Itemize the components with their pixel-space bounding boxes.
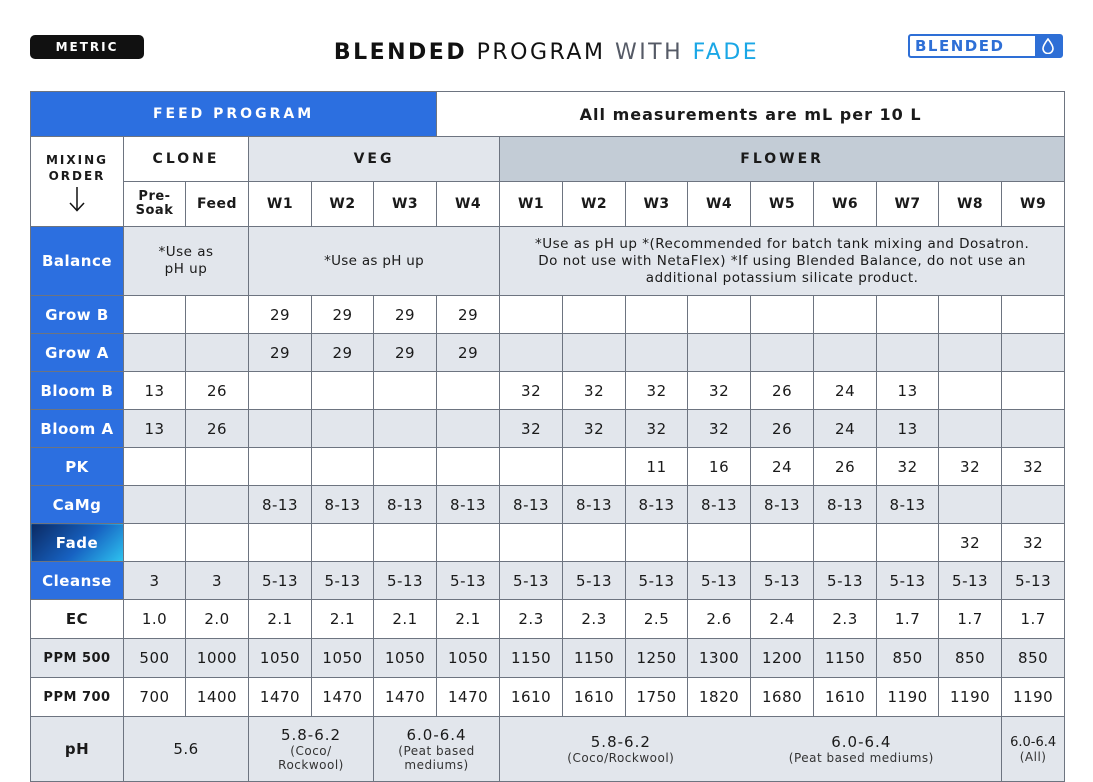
table-cell: 5-13	[312, 562, 374, 600]
table-cell	[626, 334, 688, 372]
water-drop-icon	[1035, 36, 1061, 56]
table-cell: 850	[1002, 639, 1065, 678]
table-cell: 24	[751, 448, 814, 486]
balance-clone-note-1: *Use as	[158, 244, 214, 260]
table-row	[31, 448, 1065, 486]
table-cell: 2.4	[751, 600, 814, 639]
table-cell	[688, 296, 751, 334]
ph-veg-coco-sub1: (Coco/	[290, 744, 332, 758]
table-cell: 32	[939, 524, 1002, 562]
table-cell: 5-13	[437, 562, 500, 600]
table-cell	[374, 448, 437, 486]
table-cell	[124, 448, 186, 486]
table-row	[31, 678, 1065, 717]
table-cell	[939, 410, 1002, 448]
table-cell: 1190	[877, 678, 939, 717]
ph-flower-peat-sub: (Peat based mediums)	[788, 751, 934, 765]
table-cell: 13	[877, 372, 939, 410]
table-cell: 29	[437, 334, 500, 372]
table-cell: 1.7	[939, 600, 1002, 639]
table-cell: 1300	[688, 639, 751, 678]
table-cell	[751, 524, 814, 562]
table-cell	[877, 334, 939, 372]
table-cell	[939, 296, 1002, 334]
table-cell: 1000	[186, 639, 249, 678]
table-cell: 5-13	[500, 562, 563, 600]
table-cell	[939, 334, 1002, 372]
title-with: WITH	[614, 40, 693, 65]
table-cell: 1470	[312, 678, 374, 717]
table-cell	[751, 334, 814, 372]
table-cell: 8-13	[814, 486, 877, 524]
table-cell	[688, 524, 751, 562]
table-cell	[374, 410, 437, 448]
table-cell: 3	[124, 562, 186, 600]
table-cell: 32	[939, 448, 1002, 486]
table-cell	[186, 334, 249, 372]
table-cell: 8-13	[374, 486, 437, 524]
row-label-ppm-700: PPM 700	[31, 678, 124, 717]
table-cell: 29	[437, 296, 500, 334]
table-cell	[814, 524, 877, 562]
table-cell: 1050	[374, 639, 437, 678]
table-cell	[1002, 372, 1065, 410]
veg-week: W1	[249, 182, 312, 227]
table-cell	[186, 524, 249, 562]
table-cell	[312, 372, 374, 410]
ph-flower-coco-sub: (Coco/Rockwool)	[567, 751, 675, 765]
table-cell	[312, 448, 374, 486]
feed-program-header: FEED PROGRAM	[31, 92, 437, 137]
table-cell: 8-13	[751, 486, 814, 524]
table-row	[31, 334, 1065, 372]
table-cell	[124, 486, 186, 524]
table-cell: 32	[1002, 448, 1065, 486]
table-cell	[877, 524, 939, 562]
table-cell	[249, 448, 312, 486]
table-row	[31, 486, 1065, 524]
metric-badge: METRIC	[30, 35, 144, 59]
table-row	[31, 296, 1065, 334]
table-cell	[814, 296, 877, 334]
balance-veg-note: *Use as pH up	[249, 227, 500, 296]
table-cell: 1150	[814, 639, 877, 678]
pre-soak-line1: Pre-	[138, 189, 171, 204]
veg-week: W4	[437, 182, 500, 227]
table-cell: 8-13	[500, 486, 563, 524]
table-cell: 8-13	[563, 486, 626, 524]
table-cell: 1050	[437, 639, 500, 678]
table-cell	[1002, 296, 1065, 334]
table-cell: 8-13	[249, 486, 312, 524]
table-cell	[1002, 410, 1065, 448]
table-cell: 8-13	[437, 486, 500, 524]
table-cell: 1470	[374, 678, 437, 717]
table-cell: 500	[124, 639, 186, 678]
balance-clone-note	[124, 227, 249, 296]
table-cell	[500, 524, 563, 562]
table-cell: 32	[688, 372, 751, 410]
ph-flower-coco	[567, 733, 674, 765]
table-cell: 1610	[814, 678, 877, 717]
table-cell: 32	[563, 372, 626, 410]
table-cell	[437, 524, 500, 562]
table-cell: 32	[1002, 524, 1065, 562]
table-cell: 32	[626, 410, 688, 448]
table-cell: 26	[751, 410, 814, 448]
pre-soak-line2: Soak	[135, 203, 174, 218]
table-cell: 5-13	[249, 562, 312, 600]
ph-veg-coco	[249, 717, 374, 782]
table-cell: 700	[124, 678, 186, 717]
flower-week: W5	[751, 182, 814, 227]
table-cell	[500, 334, 563, 372]
table-cell: 1680	[751, 678, 814, 717]
table-row	[31, 600, 1065, 639]
table-cell: 8-13	[312, 486, 374, 524]
table-cell: 1190	[1002, 678, 1065, 717]
table-cell: 1200	[751, 639, 814, 678]
table-cell: 8-13	[688, 486, 751, 524]
row-label-grow-a: Grow A	[31, 334, 124, 372]
table-cell	[939, 486, 1002, 524]
row-label-fade: Fade	[31, 524, 124, 562]
table-cell	[563, 296, 626, 334]
table-row	[31, 524, 1065, 562]
table-cell: 2.0	[186, 600, 249, 639]
ph-veg-coco-value: 5.8-6.2	[280, 726, 342, 744]
table-cell: 850	[877, 639, 939, 678]
row-label-ec: EC	[31, 600, 124, 639]
table-cell	[312, 410, 374, 448]
table-cell: 3	[186, 562, 249, 600]
table-cell	[437, 372, 500, 410]
ph-flower-peat-value: 6.0-6.4	[831, 733, 892, 751]
row-label-ppm-500: PPM 500	[31, 639, 124, 678]
row-label-bloom-b: Bloom B	[31, 372, 124, 410]
table-cell: 1400	[186, 678, 249, 717]
table-cell: 13	[124, 372, 186, 410]
table-cell: 5-13	[688, 562, 751, 600]
table-cell	[249, 524, 312, 562]
title-fade: FADE	[692, 40, 760, 65]
row-label-cleanse: Cleanse	[31, 562, 124, 600]
ph-clone: 5.6	[124, 717, 249, 782]
table-cell: 32	[688, 410, 751, 448]
table-cell: 5-13	[1002, 562, 1065, 600]
title-blended: BLENDED	[333, 40, 468, 65]
table-cell: 2.1	[374, 600, 437, 639]
ph-flower	[500, 717, 1002, 782]
table-cell: 1610	[563, 678, 626, 717]
table-cell: 29	[249, 296, 312, 334]
table-cell: 5-13	[877, 562, 939, 600]
table-cell	[437, 448, 500, 486]
balance-flower-note-3: additional potassium silicate product.	[645, 269, 919, 286]
table-cell: 1050	[249, 639, 312, 678]
flower-week: W9	[1002, 182, 1065, 227]
balance-flower-note	[500, 227, 1065, 296]
table-cell: 29	[374, 296, 437, 334]
table-cell: 5-13	[814, 562, 877, 600]
flower-week: W4	[688, 182, 751, 227]
table-row	[31, 639, 1065, 678]
table-cell: 2.1	[249, 600, 312, 639]
blended-logo	[908, 34, 1063, 58]
table-cell	[563, 448, 626, 486]
table-cell: 5-13	[374, 562, 437, 600]
table-cell: 2.3	[563, 600, 626, 639]
table-cell	[751, 296, 814, 334]
table-cell: 29	[374, 334, 437, 372]
table-cell: 24	[814, 410, 877, 448]
table-cell	[563, 524, 626, 562]
table-cell: 29	[312, 296, 374, 334]
measurement-note: All measurements are mL per 10 L	[437, 92, 1065, 137]
table-cell: 1.7	[877, 600, 939, 639]
table-cell: 5-13	[563, 562, 626, 600]
ph-w9-sub: (All)	[1019, 749, 1047, 764]
table-cell	[626, 524, 688, 562]
veg-week: W2	[312, 182, 374, 227]
row-label-balance: Balance	[31, 227, 124, 296]
phase-clone: CLONE	[124, 137, 249, 182]
table-cell: 1.0	[124, 600, 186, 639]
ph-flower-peat	[789, 733, 934, 765]
balance-flower-note-1: *Use as pH up *(Recommended for batch tank mixing and Dosatron.	[534, 235, 1030, 252]
table-cell: 32	[877, 448, 939, 486]
table-cell: 2.3	[500, 600, 563, 639]
table-cell: 2.5	[626, 600, 688, 639]
flower-week: W3	[626, 182, 688, 227]
table-cell: 13	[124, 410, 186, 448]
table-cell: 1150	[563, 639, 626, 678]
row-label-ph: pH	[31, 717, 124, 782]
table-cell: 32	[500, 410, 563, 448]
flower-week: W8	[939, 182, 1002, 227]
table-cell: 1190	[939, 678, 1002, 717]
phase-flower: FLOWER	[500, 137, 1065, 182]
table-cell	[186, 486, 249, 524]
table-cell: 1750	[626, 678, 688, 717]
table-cell: 1470	[249, 678, 312, 717]
row-label-pk: PK	[31, 448, 124, 486]
table-cell: 24	[814, 372, 877, 410]
table-cell: 32	[500, 372, 563, 410]
table-cell: 29	[312, 334, 374, 372]
flower-week: W6	[814, 182, 877, 227]
table-cell: 16	[688, 448, 751, 486]
table-cell: 26	[814, 448, 877, 486]
table-cell	[814, 334, 877, 372]
table-cell	[563, 334, 626, 372]
table-cell: 11	[626, 448, 688, 486]
table-cell	[1002, 334, 1065, 372]
table-cell	[186, 296, 249, 334]
table-cell: 8-13	[626, 486, 688, 524]
table-cell	[437, 410, 500, 448]
table-cell: 2.6	[688, 600, 751, 639]
title-program: PROGRAM	[467, 40, 615, 65]
balance-clone-note-2: pH up	[164, 261, 208, 277]
table-row	[31, 562, 1065, 600]
table-cell	[500, 448, 563, 486]
ph-w9-value: 6.0-6.4	[1010, 734, 1057, 750]
table-cell	[374, 524, 437, 562]
table-cell: 1150	[500, 639, 563, 678]
table-cell	[688, 334, 751, 372]
table-cell: 5-13	[626, 562, 688, 600]
table-cell: 2.1	[437, 600, 500, 639]
table-cell	[500, 296, 563, 334]
mixing-order-label-2: ORDER	[48, 168, 106, 183]
table-cell: 32	[563, 410, 626, 448]
week-feed: Feed	[186, 182, 249, 227]
table-cell	[312, 524, 374, 562]
row-label-grow-b: Grow B	[31, 296, 124, 334]
row-label-camg: CaMg	[31, 486, 124, 524]
table-cell: 13	[877, 410, 939, 448]
table-cell	[186, 448, 249, 486]
table-cell	[124, 296, 186, 334]
table-cell: 26	[186, 410, 249, 448]
veg-week: W3	[374, 182, 437, 227]
table-cell: 850	[939, 639, 1002, 678]
ph-veg-coco-sub2: Rockwool)	[278, 758, 344, 772]
table-cell	[1002, 486, 1065, 524]
table-cell	[124, 524, 186, 562]
table-cell	[249, 410, 312, 448]
table-cell: 29	[249, 334, 312, 372]
flower-week: W1	[500, 182, 563, 227]
table-cell: 1610	[500, 678, 563, 717]
ph-veg-peat-sub1: (Peat based	[398, 744, 475, 758]
feed-program-table	[30, 91, 1065, 782]
flower-week: W7	[877, 182, 939, 227]
table-cell: 5-13	[751, 562, 814, 600]
table-cell	[124, 334, 186, 372]
table-cell: 8-13	[877, 486, 939, 524]
logo-text: BLENDED	[915, 37, 1005, 55]
table-cell: 2.1	[312, 600, 374, 639]
flower-week: W2	[563, 182, 626, 227]
week-pre-soak	[124, 182, 186, 227]
table-cell: 32	[626, 372, 688, 410]
mixing-order-cell	[31, 137, 124, 227]
table-cell: 1.7	[1002, 600, 1065, 639]
ph-veg-peat-sub2: mediums)	[404, 758, 469, 772]
table-cell: 1470	[437, 678, 500, 717]
ph-flower-coco-value: 5.8-6.2	[590, 733, 651, 751]
table-cell: 1050	[312, 639, 374, 678]
row-label-bloom-a: Bloom A	[31, 410, 124, 448]
ph-veg-peat	[374, 717, 500, 782]
table-cell	[877, 296, 939, 334]
table-row	[31, 410, 1065, 448]
ph-w9	[1002, 717, 1065, 782]
table-cell: 1250	[626, 639, 688, 678]
balance-flower-note-2: Do not use with NetaFlex) *If using Blended Balance, do not use an	[538, 252, 1026, 269]
table-row	[31, 372, 1065, 410]
table-cell: 26	[186, 372, 249, 410]
phase-veg: VEG	[249, 137, 500, 182]
table-cell: 5-13	[939, 562, 1002, 600]
table-cell: 2.3	[814, 600, 877, 639]
table-cell	[939, 372, 1002, 410]
arrow-down-icon	[69, 186, 85, 212]
mixing-order-label-1: MIXING	[45, 152, 108, 167]
table-cell	[374, 372, 437, 410]
ph-veg-peat-value: 6.0-6.4	[406, 726, 467, 744]
table-cell	[626, 296, 688, 334]
table-cell: 1820	[688, 678, 751, 717]
table-cell	[249, 372, 312, 410]
table-cell: 26	[751, 372, 814, 410]
